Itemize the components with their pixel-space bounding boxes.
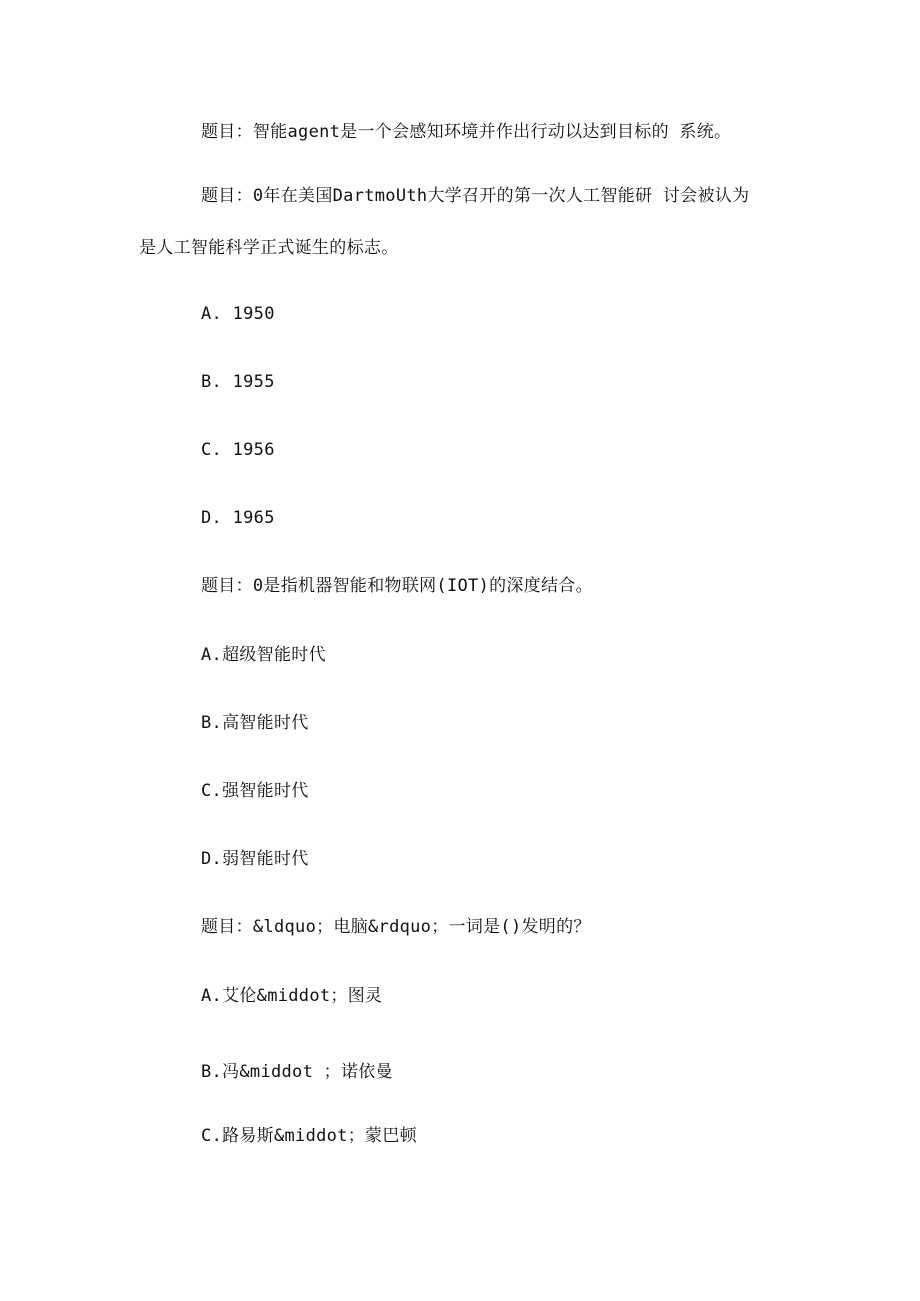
- question-4-text: 题目：&ldquo；电脑&rdquo；一词是()发明的？: [201, 917, 591, 937]
- question-3-option-a: A.超级智能时代: [201, 645, 326, 665]
- question-3-text: 题目：0是指机器智能和物联网(IOT)的深度结合。: [201, 576, 593, 596]
- question-3-option-d: D.弱智能时代: [201, 849, 309, 869]
- question-2-option-a: A. 1950: [201, 304, 275, 324]
- question-2-option-d: D. 1965: [201, 508, 275, 528]
- question-2-option-c: C. 1956: [201, 440, 275, 460]
- question-4-option-c: C.路易斯&middot；蒙巴顿: [201, 1126, 417, 1146]
- question-1-text: 题目：智能agent是一个会感知环境并作出行动以达到目标的 系统。: [201, 122, 732, 142]
- question-2-text-line-1: 题目：0年在美国DartmoUth大学召开的第一次人工智能研 讨会被认为: [201, 186, 750, 206]
- question-4-option-a: A.艾伦&middot；图灵: [201, 986, 383, 1006]
- question-3-option-c: C.强智能时代: [201, 781, 309, 801]
- question-3-option-b: B.高智能时代: [201, 713, 309, 733]
- question-4-option-b: B.冯&middot ；诺依曼: [201, 1062, 393, 1082]
- question-2-option-b: B. 1955: [201, 372, 275, 392]
- question-2-text-line-2: 是人工智能科学正式诞生的标志。: [139, 238, 399, 258]
